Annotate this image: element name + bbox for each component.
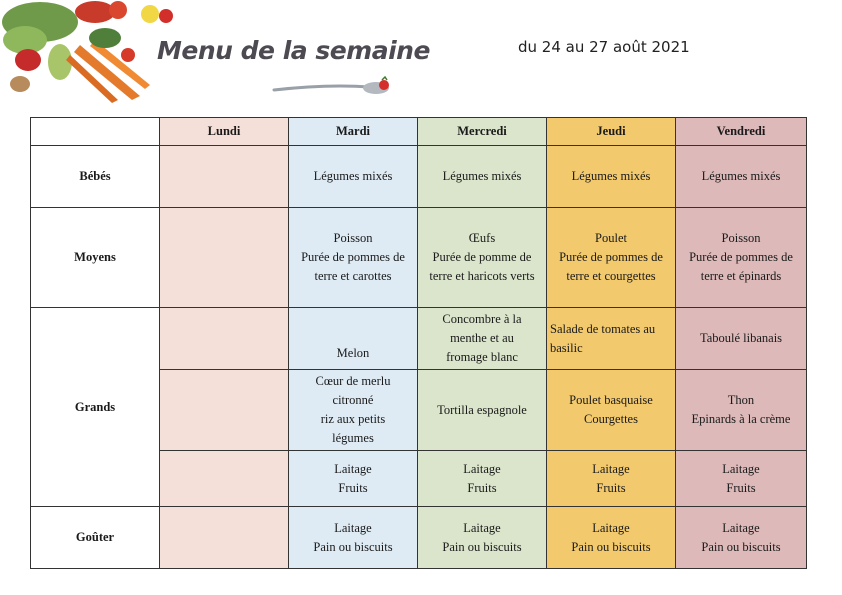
menu-line: Laitage xyxy=(592,461,630,476)
menu-line: Fruits xyxy=(467,480,497,495)
row-moyens xyxy=(31,208,807,308)
page-title: Menu de la semaine xyxy=(157,36,430,65)
menu-line: menthe et au xyxy=(450,331,514,345)
menu-line: Pain ou biscuits xyxy=(442,539,522,554)
menu-line: Laitage xyxy=(592,520,630,535)
group-label-moyens: Moyens xyxy=(31,208,160,308)
cell-gouter-jeudi xyxy=(547,507,676,569)
cell-grands-dessert-lundi xyxy=(160,451,289,507)
menu-line: Œufs xyxy=(468,231,496,245)
menu-line: Poulet basquaise xyxy=(569,393,653,407)
cell-grands-plat-jeudi xyxy=(547,370,676,451)
cell-gouter-mercredi xyxy=(418,507,547,569)
menu-line: Purée de pommes de xyxy=(301,250,405,264)
cell-bebes-mercredi xyxy=(418,146,547,208)
menu-line: Laitage xyxy=(334,520,372,535)
menu-line: Laitage xyxy=(334,461,372,476)
menu-line: Pain ou biscuits xyxy=(313,539,393,554)
menu-line: terre et haricots verts xyxy=(429,269,535,283)
row-gouter xyxy=(31,507,807,569)
cell-grands-plat-vendredi xyxy=(676,370,807,451)
menu-line: Laitage xyxy=(722,461,760,476)
group-label-gouter: Goûter xyxy=(31,507,160,569)
menu-line: Laitage xyxy=(722,520,760,535)
cell-grands-plat-lundi xyxy=(160,370,289,451)
cell-moyens-jeudi xyxy=(547,208,676,308)
menu-line: Poisson xyxy=(333,231,373,245)
row-grands-entree xyxy=(31,308,807,370)
cell-grands-entree-jeudi xyxy=(547,308,676,370)
cell-grands-entree-mardi xyxy=(289,308,418,370)
menu-line: Epinards à la crème xyxy=(691,412,791,426)
header-vendredi: Vendredi xyxy=(676,118,807,146)
cell-gouter-lundi xyxy=(160,507,289,569)
menu-line: Concombre à la xyxy=(442,312,522,326)
menu-line: Légumes mixés xyxy=(701,169,781,183)
cell-gouter-mardi xyxy=(289,507,418,569)
group-label-bebes: Bébés xyxy=(31,146,160,208)
menu-line: Courgettes xyxy=(584,412,638,426)
menu-line: Fruits xyxy=(338,480,368,495)
menu-line: Melon xyxy=(336,346,370,360)
menu-line: terre et carottes xyxy=(314,269,392,283)
cell-bebes-lundi xyxy=(160,146,289,208)
cell-grands-entree-lundi xyxy=(160,308,289,370)
menu-line: Poulet xyxy=(595,231,627,245)
cell-grands-dessert-vendredi xyxy=(676,451,807,507)
menu-line: Légumes mixés xyxy=(313,169,393,183)
menu-line: Pain ou biscuits xyxy=(701,539,781,554)
menu-line: Fruits xyxy=(726,480,756,495)
cell-moyens-mercredi xyxy=(418,208,547,308)
corner-cell xyxy=(31,118,160,146)
menu-line: Cœur de merlu xyxy=(315,374,391,388)
menu-line: Thon xyxy=(727,393,755,407)
menu-line: Légumes mixés xyxy=(571,169,651,183)
menu-line: riz aux petits xyxy=(320,412,386,426)
header-row xyxy=(31,118,807,146)
row-bebes xyxy=(31,146,807,208)
cell-grands-dessert-mardi xyxy=(289,451,418,507)
menu-line: Salade de tomates au xyxy=(550,321,656,336)
cell-grands-dessert-jeudi xyxy=(547,451,676,507)
menu-line: Taboulé libanais xyxy=(699,331,783,345)
cell-grands-plat-mercredi xyxy=(418,370,547,451)
menu-line: basilic xyxy=(550,340,583,355)
cell-moyens-lundi xyxy=(160,208,289,308)
spoon-icon xyxy=(272,73,397,99)
weekly-menu-table xyxy=(30,117,807,569)
cell-grands-entree-vendredi xyxy=(676,308,807,370)
menu-line: Purée de pommes de xyxy=(689,250,793,264)
menu-line: terre et courgettes xyxy=(566,269,656,283)
cell-moyens-vendredi xyxy=(676,208,807,308)
menu-line: légumes xyxy=(332,431,374,445)
cell-moyens-mardi xyxy=(289,208,418,308)
menu-line: Purée de pomme de xyxy=(432,250,532,264)
header-jeudi: Jeudi xyxy=(547,118,676,146)
cell-bebes-vendredi xyxy=(676,146,807,208)
menu-line: Pain ou biscuits xyxy=(571,539,651,554)
cell-gouter-vendredi xyxy=(676,507,807,569)
group-label-grands: Grands xyxy=(31,308,160,507)
menu-line: Laitage xyxy=(463,461,501,476)
menu-line: citronné xyxy=(332,393,374,407)
date-range: du 24 au 27 août 2021 xyxy=(518,38,690,56)
header-lundi: Lundi xyxy=(160,118,289,146)
menu-line: fromage blanc xyxy=(446,350,518,364)
menu-line: Laitage xyxy=(463,520,501,535)
cell-bebes-jeudi xyxy=(547,146,676,208)
menu-line: Tortilla espagnole xyxy=(437,402,527,417)
menu-line: Poisson xyxy=(721,231,761,245)
cell-grands-dessert-mercredi xyxy=(418,451,547,507)
menu-line: Légumes mixés xyxy=(442,169,522,183)
cell-grands-plat-mardi xyxy=(289,370,418,451)
menu-line: terre et épinards xyxy=(700,269,782,283)
cell-bebes-mardi xyxy=(289,146,418,208)
cell-grands-entree-mercredi xyxy=(418,308,547,370)
header-mercredi: Mercredi xyxy=(418,118,547,146)
menu-line: Purée de pommes de xyxy=(559,250,663,264)
menu-line: Fruits xyxy=(596,480,626,495)
header-mardi: Mardi xyxy=(289,118,418,146)
